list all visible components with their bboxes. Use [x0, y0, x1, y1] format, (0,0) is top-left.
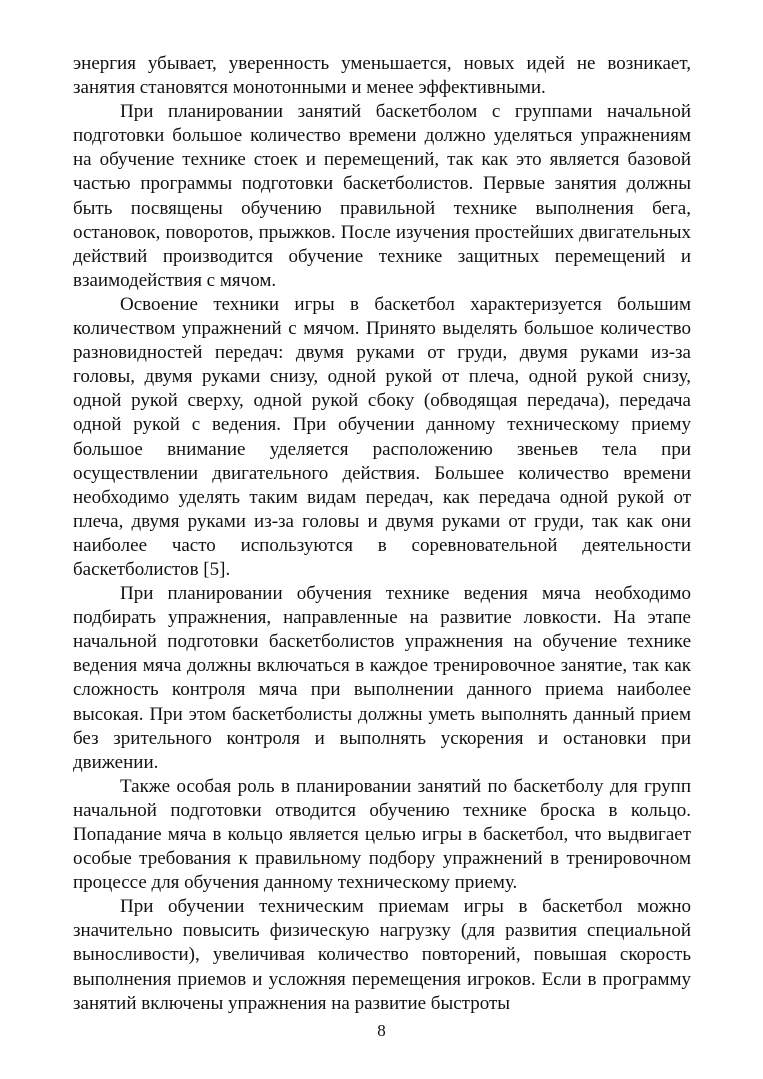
paragraph-1: энергия убывает, уверенность уменьшается, новых идей не возникает, занятия становятся монотонными и менее эффективными. [73, 53, 691, 99]
page-number: 8 [377, 1021, 386, 1040]
paragraph-5: Также особая роль в планировании занятий по баскетболу для групп начальной подготовки отводится обучению технике броска в кольцо. Попадание мяча в кольцо является целью игры в баскетбол, что выдвигает особые требования к правильному подбору упражнений в тренировочном процессе для обучения данному техническому приему. [73, 775, 691, 894]
paragraph-2: При планировании занятий баскетболом с группами начальной подготовки большое количество времени должно уделяться упражнениям на обучение технике стоек и перемещений, так как это является базовой частью программы подготовки баскетболистов. Первые занятия должны быть посвящены обучению правильной технике выполнения бега, остановок, поворотов, прыжков. После изучения простейших двигательных действий производится обучение технике защитных перемещений и взаимодействия с мячом. [73, 101, 691, 291]
paragraph-4: При планировании обучения технике ведения мяча необходимо подбирать упражнения, направленные на развитие ловкости. На этапе начальной подготовки баскетболистов упражнения на обучение технике ведения мяча должны включаться в каждое тренировочное занятие, так как сложность контроля мяча при выполнении данного приема наиболее высокая. При этом баскетболисты должны уметь выполнять данный прием без зрительного контроля и выполнять ускорения и остановки при движении. [73, 583, 691, 773]
paragraph-3: Освоение техники игры в баскетбол характеризуется большим количеством упражнений с мячом. Принято выделять большое количество разновидностей передач: двумя руками от груди, двумя руками из-за головы, двумя руками снизу, одной рукой от плеча, одной рукой снизу, одной рукой сверху, одной рукой сбоку (обводящая передача), передача одной рукой с ведения. При обучении данному техническому приему большое внимание уделяется расположению звеньев тела при осуществлении двигательного действия. Большее количество времени необходимо уделять таким видам передач, как передача одной рукой от плеча, двумя руками из-за головы и двумя руками от груди, так как они наиболее часто используются в соревновательной деятельности баскетболистов [5]. [73, 293, 691, 580]
page-body [73, 52, 691, 1016]
paragraph-6: При обучении техническим приемам игры в баскетбол можно значительно повысить физическую нагрузку (для развития специальной выносливости), увеличивая количество повторений, повышая скорость выполнения приемов и усложняя перемещения игроков. Если в программу занятий включены упражнения на развитие быстроты [73, 896, 691, 1014]
